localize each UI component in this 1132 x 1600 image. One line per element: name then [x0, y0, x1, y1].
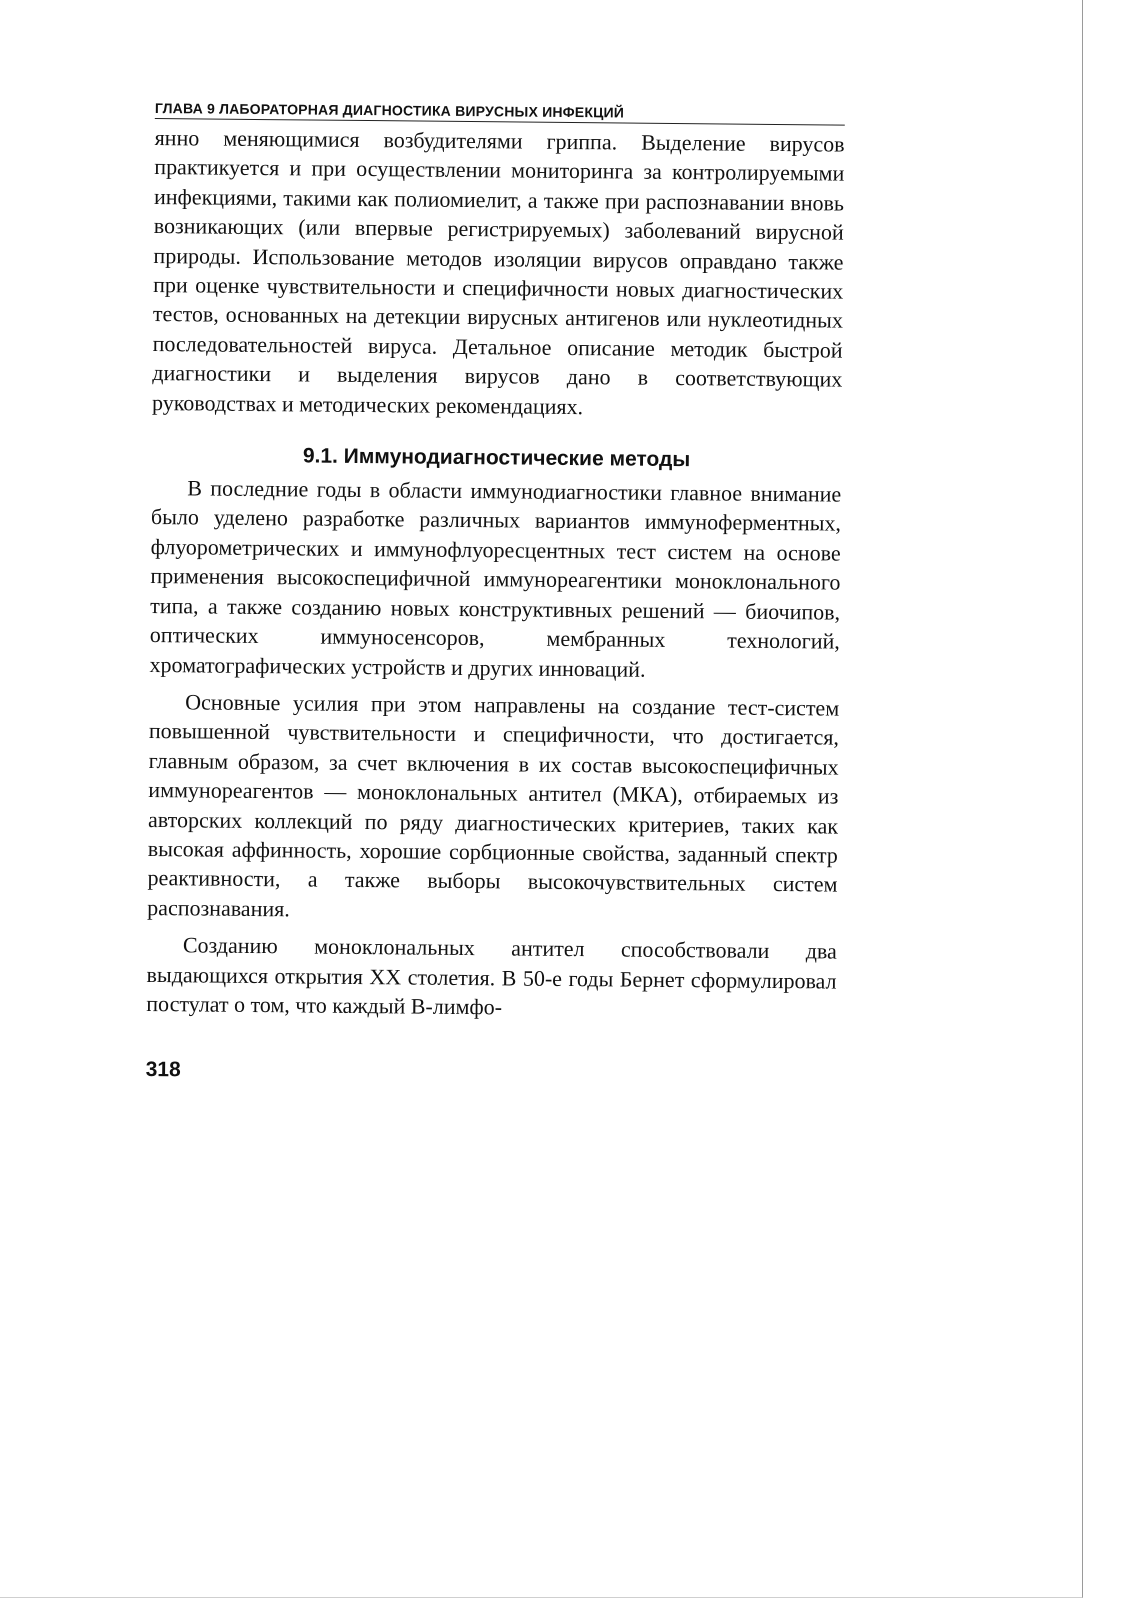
section-title: 9.1. Иммунодиагностические методы [302, 444, 691, 472]
paragraph-2: Основные усилия при этом направлены на создание тест-систем повышенной чувствительности и специфичности, что достигается, главным образом, за счет включения в их состав высокоспецифичных иммунореагентов — моноклональных антител (МКА), отбираемых из авторских коллекций по ряду диагностических критериев, таких как высокая аффинность, хорошие сорбционные свойства, заданный спектр реактивности, а также выборы высокочувствительных систем распознавания. [147, 689, 840, 922]
page-number: 318 [145, 1058, 181, 1082]
paragraph-3: Созданию моноклональных антител способствовали два выдающихся открытия XX столетия. В 50-е годы Бернет сформулировал постулат о том, что каждый В-лимфо- [146, 932, 837, 1020]
intro-paragraph: янно меняющимися возбудителями гриппа. Выделение вирусов практикуется и при осуществлении мониторинга за контролируемыми инфекциями, такими как полиомиелит, а также при распознавании вновь возникающих (или впервые регистрируемых) заболеваний вирусной природы. Использование методов изоляции вирусов оправдано также при оценке чувствительности и специфичности новых диагностических тестов, основанных на детекции вирусных антигенов или нуклеотидных последовательностей вируса. Детальное описание методик быстрой диагностики и выделения вирусов дано в соответствующих руководствах и методических рекомендациях. [151, 124, 845, 419]
book-page [146, 100, 855, 1089]
paragraph-1: В последние годы в области иммунодиагностики главное внимание было уделено разработке различных вариантов иммуноферментных, флуорометрических и иммунофлуоресцентных тест систем на основе применения высокоспецифичной иммунореагентики моноклонального типа, а также созданию новых конструктивных решений — биочипов, оптических иммуносенсоров, мембранных технологий, хроматографических устройств и других инноваций. [149, 475, 842, 682]
running-head: ГЛАВА 9 ЛАБОРАТОРНАЯ ДИАГНОСТИКА ВИРУСНЫХ ИНФЕКЦИЙ [154, 100, 625, 121]
